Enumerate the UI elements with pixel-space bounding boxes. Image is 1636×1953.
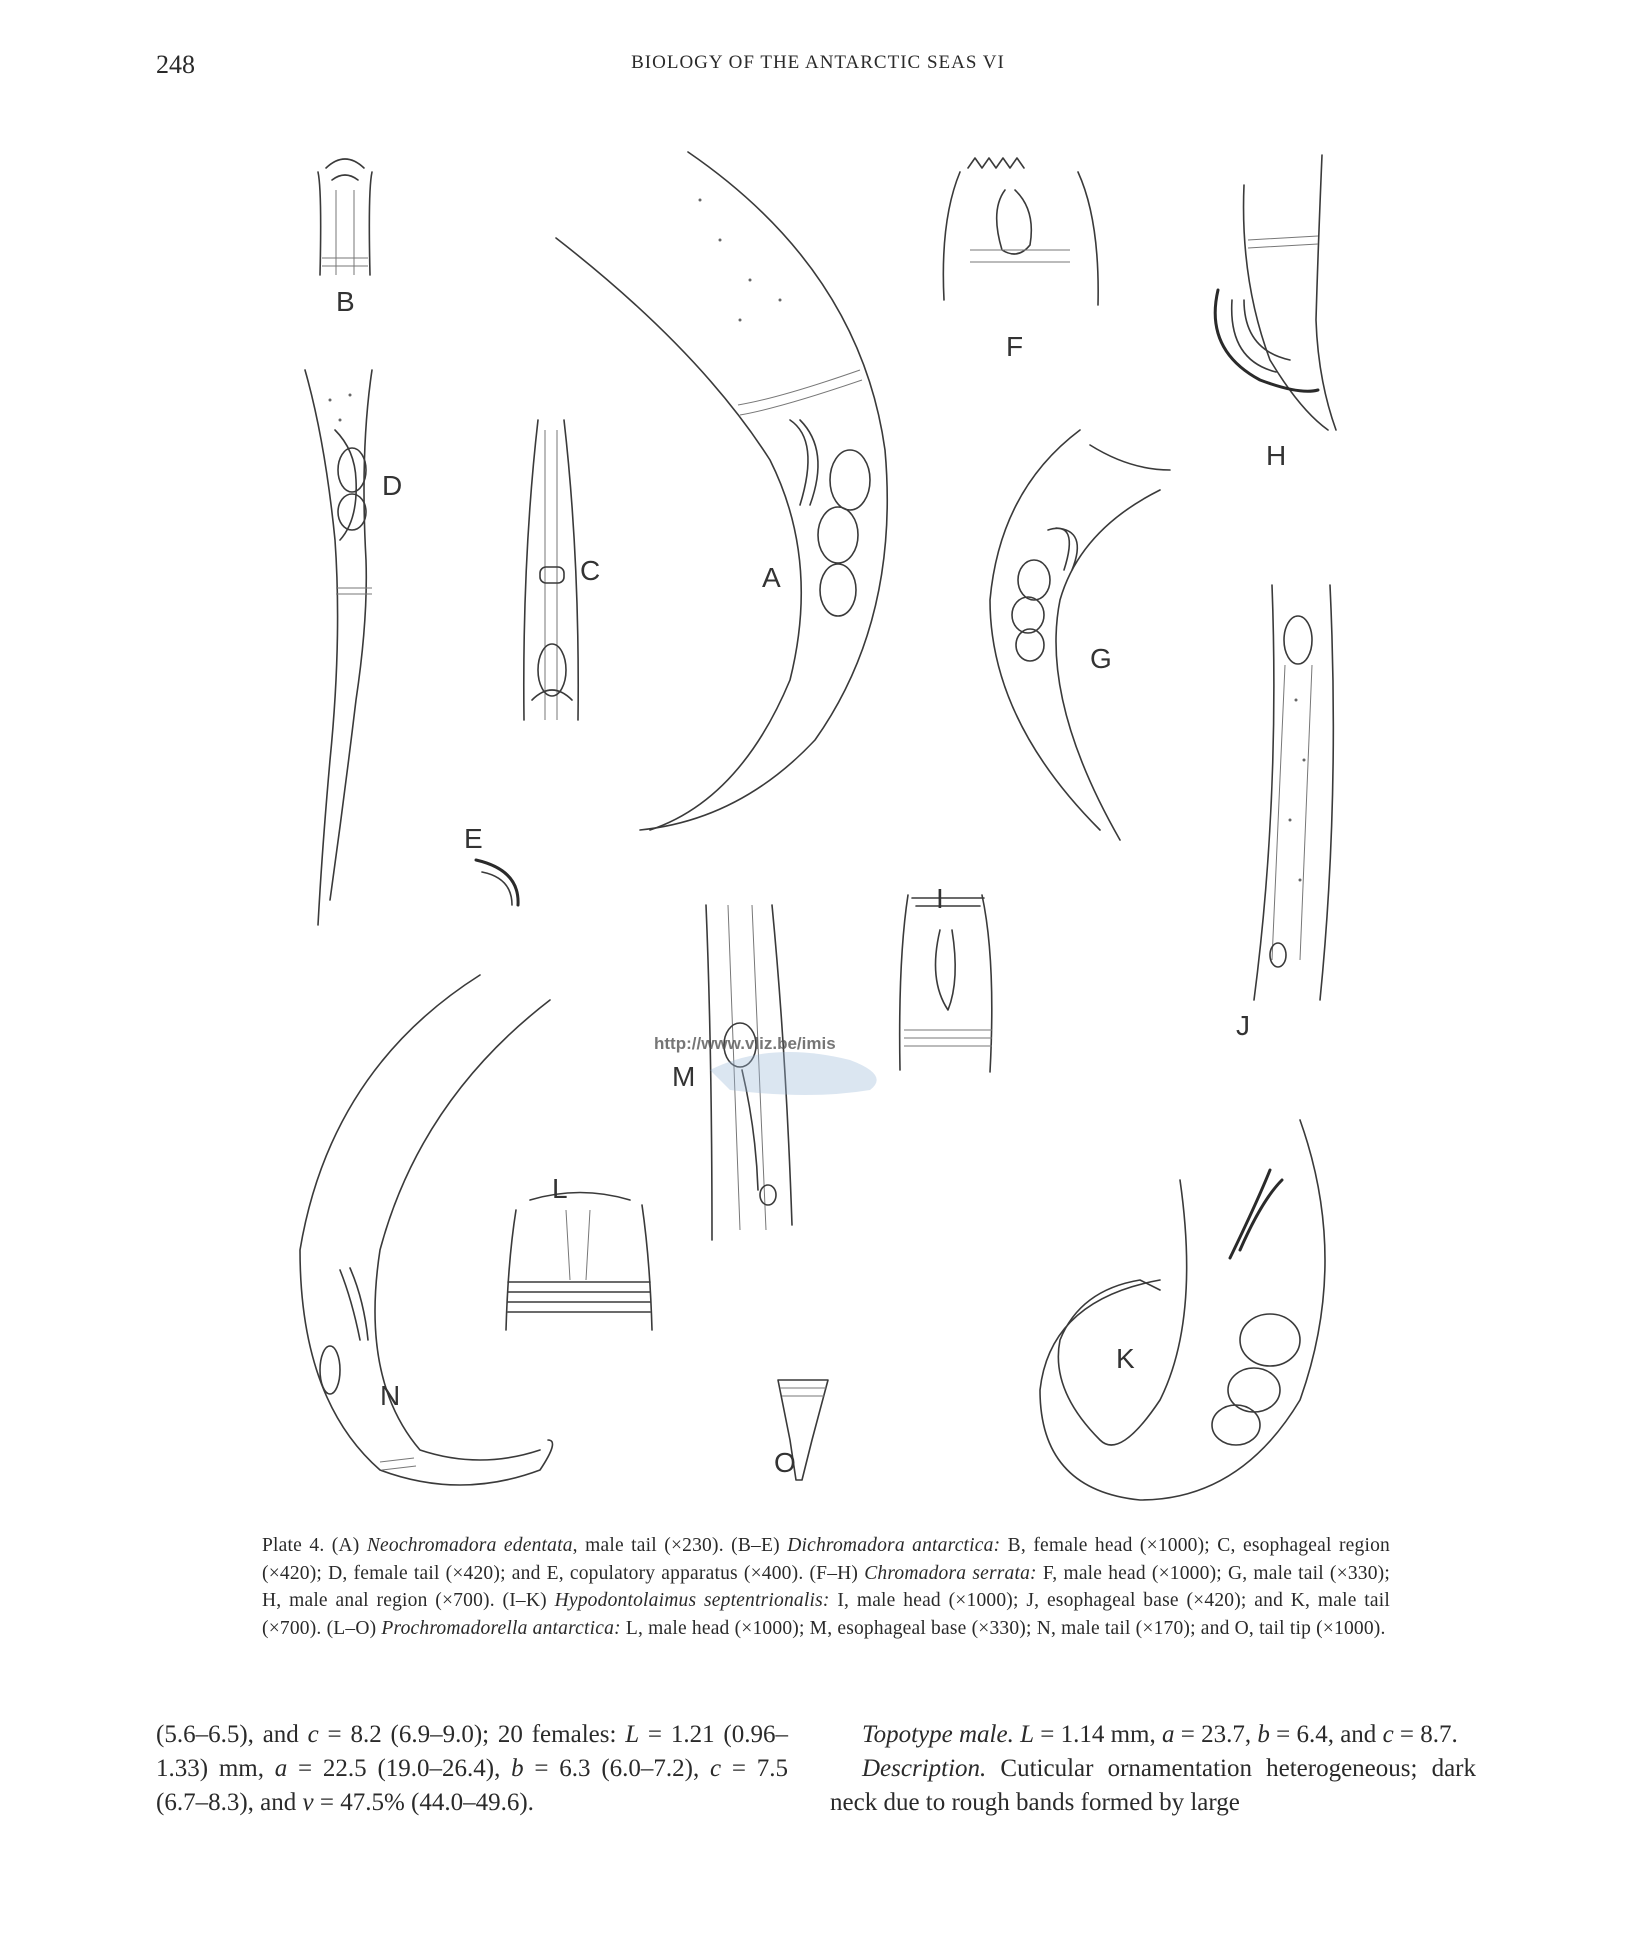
left-column-text: (5.6–6.5), and c = 8.2 (6.9–9.0); 20 females: L = 1.21 (0.96–1.33) mm, a = 22.5 (19.0–26.4), b = 6.3 (6.0–7.2), c = 7.5 (6.7–8.3), and v = 47.5% (44.0–49.6).: [156, 1721, 789, 1816]
running-head: BIOLOGY OF THE ANTARCTIC SEAS VI: [631, 52, 1005, 73]
figure-a-male-tail: [556, 152, 887, 830]
figure-e-copulatory-apparatus: [476, 860, 518, 905]
figure-c-esophageal-region: [524, 420, 578, 720]
figure-n-male-tail: [300, 975, 553, 1485]
topotype-paragraph: Topotype male. L = 1.14 mm, a = 23.7, b = 6.4, and c = 8.7.: [862, 1721, 1458, 1748]
label-j: J: [1236, 1010, 1250, 1041]
label-e: E: [464, 823, 483, 854]
label-n: N: [380, 1380, 401, 1411]
label-g: G: [1090, 643, 1112, 674]
label-i: I: [936, 883, 944, 914]
label-o: O: [774, 1447, 796, 1478]
watermark-url: http://www.vliz.be/imis: [654, 1034, 836, 1053]
figure-g-male-tail: [990, 430, 1170, 840]
label-l: L: [552, 1173, 568, 1204]
label-c: C: [580, 555, 601, 586]
label-f: F: [1006, 331, 1024, 362]
figure-h-male-anal-region: [1215, 155, 1336, 430]
plate-caption: Plate 4. (A) Neochromadora edentata, male tail (×230). (B–E) Dichromadora antarctica: B, female head (×1000); C, esophageal region (×420); D, female tail (×420); and E, copulatory apparatus (×400). (F–H) Chromadora serrata: F, male head (×1000); G, male tail (×330); H, male anal region (×700). (I–K) Hypodontolaimus septentrionalis: I, male head (×1000); J, esophageal base (×420); and K, male tail (×700). (L–O) Prochromadorella antarctica: L, male head (×1000); M, esophageal base (×330); N, male tail (×170); and O, tail tip (×1000).: [262, 1535, 1390, 1639]
label-m: M: [672, 1061, 696, 1092]
right-column-text: [830, 1718, 1476, 1820]
figure-b-female-head: [318, 159, 372, 275]
description-paragraph: Description. Cuticular ornamentation heterogeneous; dark neck due to rough bands formed by large: [830, 1755, 1476, 1816]
label-k: K: [1116, 1343, 1135, 1374]
label-d: D: [382, 470, 403, 501]
label-b: B: [336, 286, 355, 317]
figure-k-male-tail: [1040, 1120, 1325, 1500]
figure-d-female-tail: [305, 370, 372, 925]
label-h: H: [1266, 440, 1287, 471]
page-number: 248: [156, 50, 195, 79]
figure-l-male-head: [506, 1193, 652, 1331]
figure-j-esophageal-base: [1254, 585, 1333, 1000]
label-a: A: [762, 562, 781, 593]
figure-f-male-head: [943, 158, 1098, 305]
